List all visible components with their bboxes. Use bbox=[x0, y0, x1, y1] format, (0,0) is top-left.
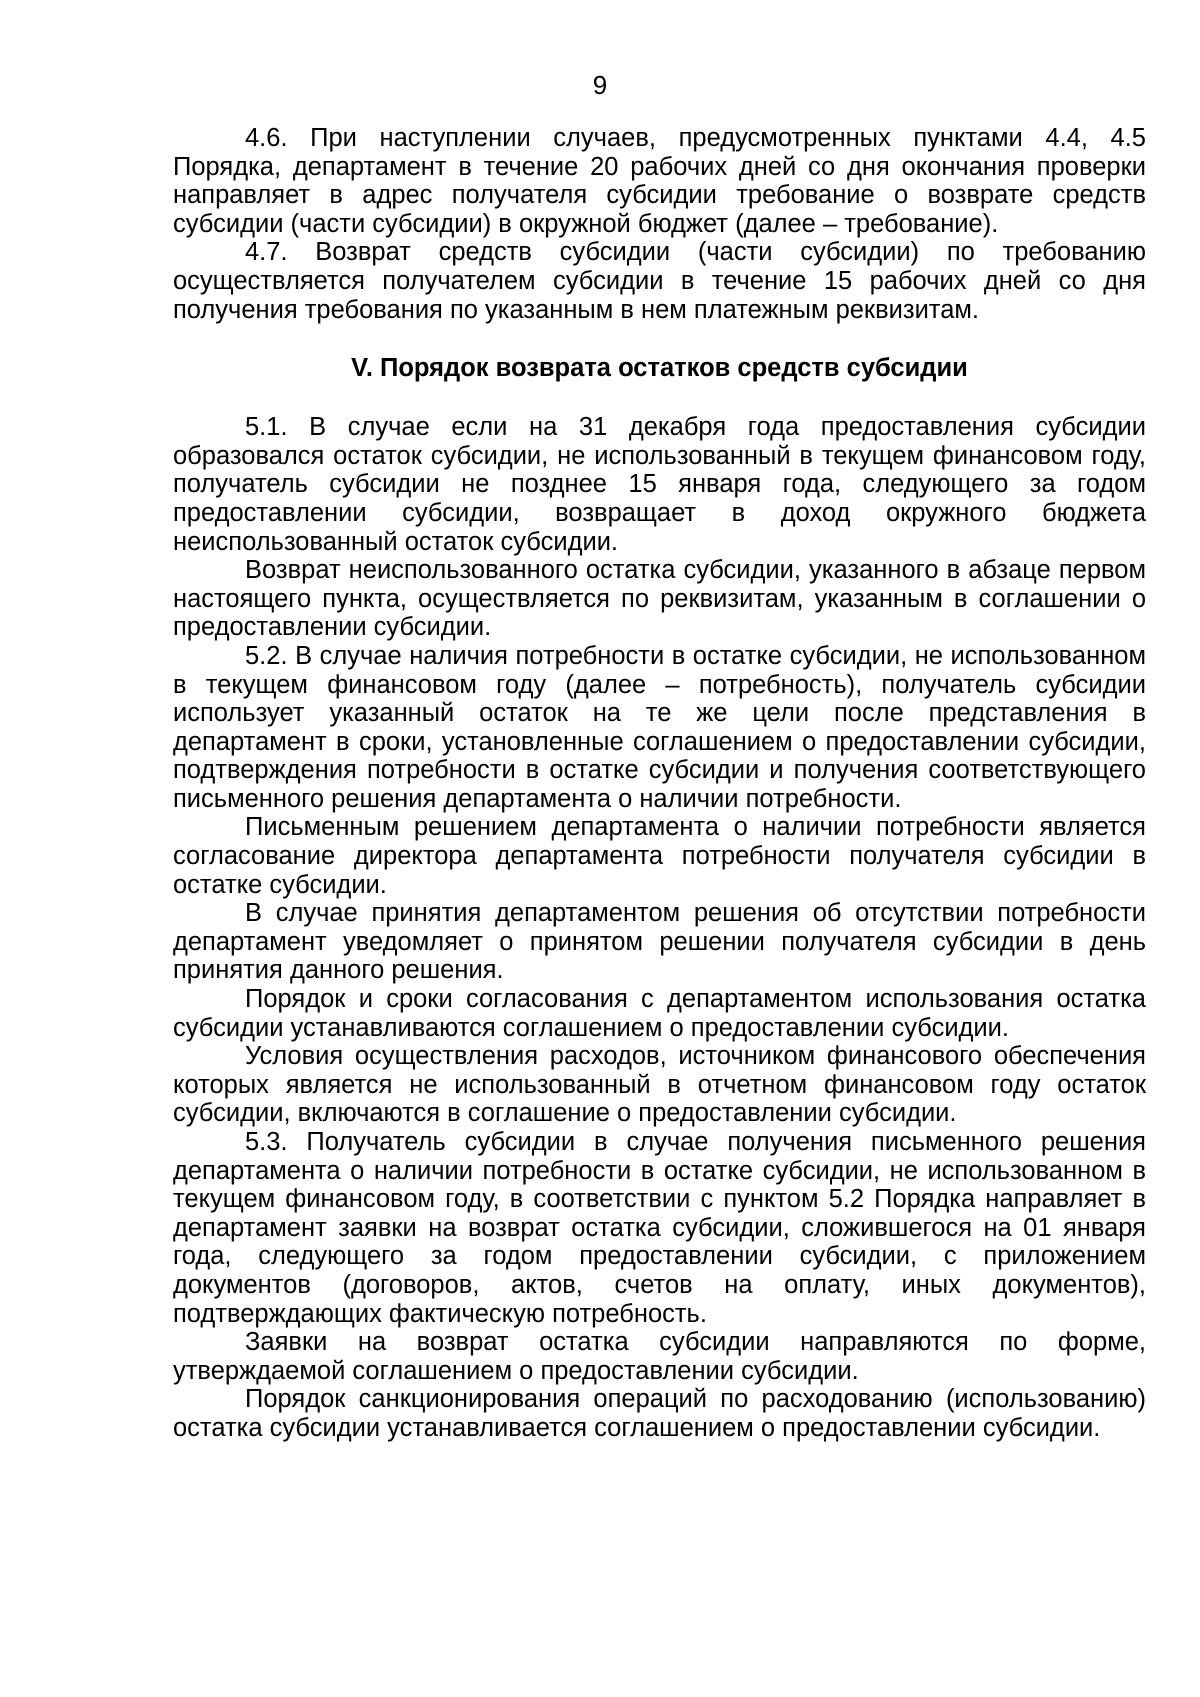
document-body bbox=[173, 124, 1146, 1443]
paragraph-4-7: 4.7. Возврат средств субсидии (части субсидии) по требованию осуществляется получателем субсидии в течение 15 рабочих дней со дня получения требования по указанным в нем платежным реквизитам. bbox=[173, 238, 1146, 324]
paragraph-5-3-b: Заявки на возврат остатка субсидии направляются по форме, утверждаемой соглашением о предоставлении субсидии. bbox=[173, 1328, 1146, 1385]
section-heading: V. Порядок возврата остатков средств субсидии bbox=[351, 354, 968, 383]
paragraph-5-2-b: Письменным решением департамента о наличии потребности является согласование директора департамента потребности получателя субсидии в остатке субсидии. bbox=[173, 813, 1146, 899]
paragraph-5-2-e: Условия осуществления расходов, источником финансового обеспечения которых является не использованный в отчетном финансовом году остаток субсидии, включаются в соглашение о предоставлении субсидии. bbox=[173, 1042, 1146, 1128]
paragraph-5-2: 5.2. В случае наличия потребности в остатке субсидии, не использованном в текущем финансовом году (далее – потребность), получатель субсидии использует указанный остаток на те же цели после представления в департамент в сроки, установленные соглашением о предоставлении субсидии, подтверждения потребности в остатке субсидии и получения соответствующего письменного решения департамента о наличии потребности. bbox=[173, 641, 1146, 813]
paragraph-5-3-c: Порядок санкционирования операций по расходованию (использованию) остатка субсидии устанавливается соглашением о предоставлении субсидии. bbox=[173, 1385, 1146, 1442]
paragraph-5-1-b: Возврат неиспользованного остатка субсидии, указанного в абзаце первом настоящего пункта, осуществляется по реквизитам, указанным в соглашении о предоставлении субсидии. bbox=[173, 556, 1146, 642]
paragraph-5-2-c: В случае принятия департаментом решения об отсутствии потребности департамент уведомляет о принятом решении получателя субсидии в день принятия данного решения. bbox=[173, 899, 1146, 985]
page-number: 9 bbox=[592, 70, 608, 100]
paragraph-4-6: 4.6. При наступлении случаев, предусмотренных пунктами 4.4, 4.5 Порядка, департамент в течение 20 рабочих дней со дня окончания проверки направляет в адрес получателя субсидии требование о возврате средств субсидии (части субсидии) в окружной бюджет (далее – требование). bbox=[173, 124, 1146, 238]
paragraph-5-3: 5.3. Получатель субсидии в случае получения письменного решения департамента о наличии потребности в остатке субсидии, не использованном в текущем финансовом году, в соответствии с пунктом 5.2 Порядка направляет в департамент заявки на возврат остатка субсидии, сложившегося на 01 января года, следующего за годом предоставлении субсидии, с приложением документов (договоров, актов, счетов на оплату, иных документов), подтверждающих фактическую потребность. bbox=[173, 1128, 1146, 1328]
paragraph-5-2-d: Порядок и сроки согласования с департаментом использования остатка субсидии устанавливаются соглашением о предоставлении субсидии. bbox=[173, 985, 1146, 1042]
paragraph-5-1: 5.1. В случае если на 31 декабря года предоставления субсидии образовался остаток субсидии, не использованный в текущем финансовом году, получатель субсидии не позднее 15 января года, следующего за годом предоставлении субсидии, возвращает в доход окружного бюджета неиспользованный остаток субсидии. bbox=[173, 413, 1146, 556]
